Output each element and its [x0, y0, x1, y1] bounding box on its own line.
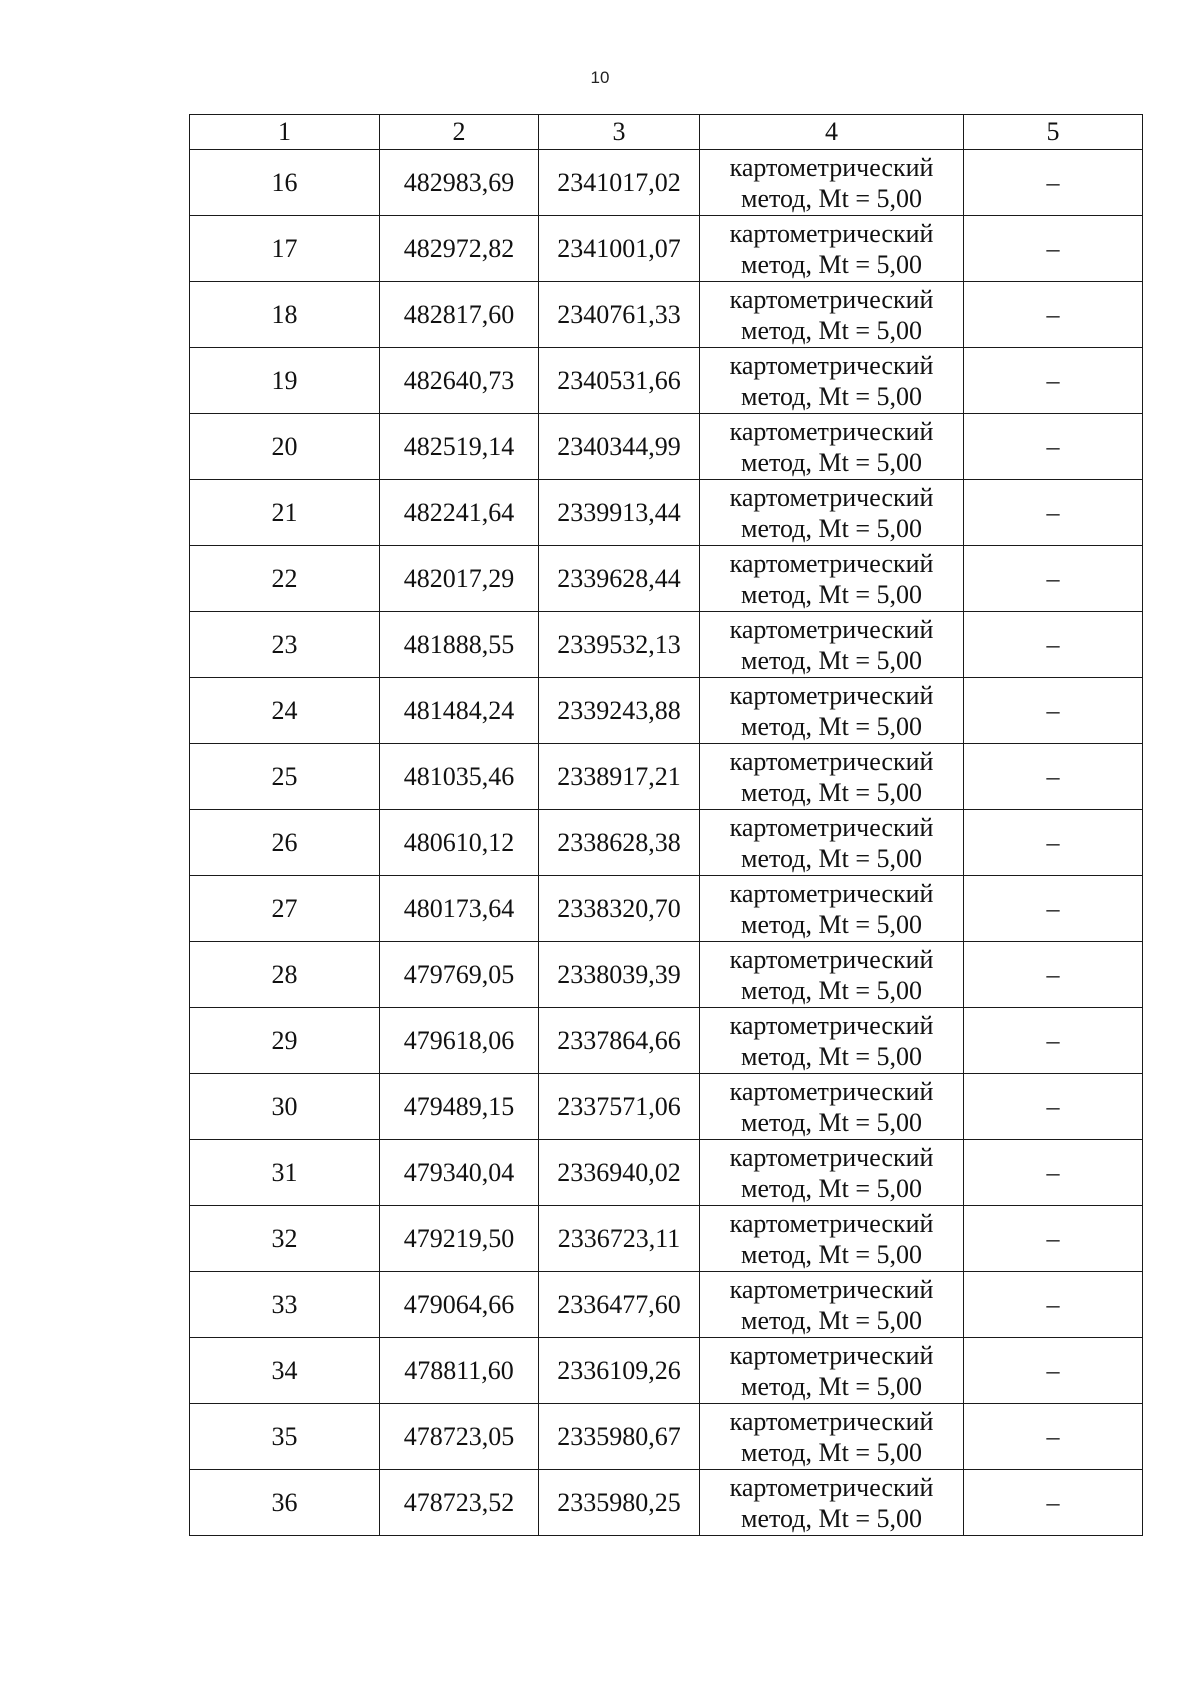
method-line-2: метод, Mt = 5,00: [741, 447, 922, 477]
method-line-2: метод, Mt = 5,00: [741, 1371, 922, 1401]
note-cell: –: [964, 744, 1143, 810]
method-line-2: метод, Mt = 5,00: [741, 711, 922, 741]
coord-x: 480173,64: [380, 876, 539, 942]
method-line-1: картометрический: [729, 152, 934, 182]
method-cell: [700, 1404, 964, 1470]
coord-y: 2335980,67: [539, 1404, 700, 1470]
table-row: [190, 414, 1143, 480]
point-number: 24: [190, 678, 380, 744]
table-row: [190, 546, 1143, 612]
method-line-1: картометрический: [729, 284, 934, 314]
point-number: 25: [190, 744, 380, 810]
coord-x: 479769,05: [380, 942, 539, 1008]
coord-x: 478723,05: [380, 1404, 539, 1470]
coord-y: 2340344,99: [539, 414, 700, 480]
point-number: 28: [190, 942, 380, 1008]
coord-x: 479340,04: [380, 1140, 539, 1206]
method-cell: [700, 546, 964, 612]
note-cell: –: [964, 678, 1143, 744]
method-line-1: картометрический: [729, 1472, 934, 1502]
coord-y: 2337571,06: [539, 1074, 700, 1140]
note-cell: –: [964, 1404, 1143, 1470]
coord-y: 2339913,44: [539, 480, 700, 546]
table-row: [190, 1338, 1143, 1404]
point-number: 17: [190, 216, 380, 282]
method-cell: [700, 678, 964, 744]
method-line-2: метод, Mt = 5,00: [741, 909, 922, 939]
method-line-1: картометрический: [729, 746, 934, 776]
point-number: 20: [190, 414, 380, 480]
coord-y: 2335980,25: [539, 1470, 700, 1536]
method-cell: [700, 810, 964, 876]
method-line-2: метод, Mt = 5,00: [741, 183, 922, 213]
point-number: 30: [190, 1074, 380, 1140]
method-line-1: картометрический: [729, 1076, 934, 1106]
coord-y: 2340531,66: [539, 348, 700, 414]
method-line-2: метод, Mt = 5,00: [741, 249, 922, 279]
coord-y: 2338628,38: [539, 810, 700, 876]
table-row: [190, 1008, 1143, 1074]
table-row: [190, 876, 1143, 942]
point-number: 19: [190, 348, 380, 414]
coord-x: 482640,73: [380, 348, 539, 414]
point-number: 27: [190, 876, 380, 942]
table-row: [190, 216, 1143, 282]
coord-x: 480610,12: [380, 810, 539, 876]
coord-x: 481035,46: [380, 744, 539, 810]
method-cell: [700, 1470, 964, 1536]
method-line-1: картометрический: [729, 1142, 934, 1172]
method-cell: [700, 1206, 964, 1272]
method-line-2: метод, Mt = 5,00: [741, 1239, 922, 1269]
method-line-2: метод, Mt = 5,00: [741, 1437, 922, 1467]
coord-x: 482519,14: [380, 414, 539, 480]
header-row: [190, 115, 1143, 150]
coord-y: 2339243,88: [539, 678, 700, 744]
header-col-5: 5: [964, 115, 1143, 150]
coord-x: 482983,69: [380, 150, 539, 216]
note-cell: –: [964, 1008, 1143, 1074]
method-cell: [700, 348, 964, 414]
method-line-2: метод, Mt = 5,00: [741, 1173, 922, 1203]
method-line-2: метод, Mt = 5,00: [741, 975, 922, 1005]
point-number: 18: [190, 282, 380, 348]
point-number: 34: [190, 1338, 380, 1404]
coord-x: 479489,15: [380, 1074, 539, 1140]
method-line-1: картометрический: [729, 1274, 934, 1304]
table-row: [190, 1206, 1143, 1272]
method-cell: [700, 216, 964, 282]
table-row: [190, 348, 1143, 414]
method-line-2: метод, Mt = 5,00: [741, 777, 922, 807]
method-cell: [700, 480, 964, 546]
method-line-2: метод, Mt = 5,00: [741, 513, 922, 543]
method-cell: [700, 876, 964, 942]
point-number: 36: [190, 1470, 380, 1536]
note-cell: –: [964, 1140, 1143, 1206]
note-cell: –: [964, 612, 1143, 678]
coord-y: 2340761,33: [539, 282, 700, 348]
table-row: [190, 1470, 1143, 1536]
method-line-2: метод, Mt = 5,00: [741, 1305, 922, 1335]
note-cell: –: [964, 942, 1143, 1008]
note-cell: –: [964, 414, 1143, 480]
method-line-1: картометрический: [729, 1010, 934, 1040]
coord-y: 2339628,44: [539, 546, 700, 612]
method-line-2: метод, Mt = 5,00: [741, 645, 922, 675]
method-cell: [700, 1140, 964, 1206]
coord-y: 2338320,70: [539, 876, 700, 942]
note-cell: –: [964, 480, 1143, 546]
header-col-3: 3: [539, 115, 700, 150]
method-cell: [700, 282, 964, 348]
method-line-2: метод, Mt = 5,00: [741, 843, 922, 873]
method-line-2: метод, Mt = 5,00: [741, 1503, 922, 1533]
note-cell: –: [964, 1272, 1143, 1338]
method-line-1: картометрический: [729, 482, 934, 512]
table-row: [190, 942, 1143, 1008]
coord-y: 2336723,11: [539, 1206, 700, 1272]
coord-y: 2341001,07: [539, 216, 700, 282]
method-cell: [700, 414, 964, 480]
table-row: [190, 810, 1143, 876]
method-cell: [700, 612, 964, 678]
table-row: [190, 678, 1143, 744]
table-row: [190, 744, 1143, 810]
method-cell: [700, 942, 964, 1008]
note-cell: –: [964, 150, 1143, 216]
point-number: 23: [190, 612, 380, 678]
method-cell: [700, 1074, 964, 1140]
method-line-1: картометрический: [729, 416, 934, 446]
table-row: [190, 150, 1143, 216]
coord-x: 478723,52: [380, 1470, 539, 1536]
point-number: 35: [190, 1404, 380, 1470]
coord-y: 2338917,21: [539, 744, 700, 810]
coordinates-table: [189, 114, 1143, 1536]
note-cell: –: [964, 1206, 1143, 1272]
point-number: 16: [190, 150, 380, 216]
coord-y: 2336940,02: [539, 1140, 700, 1206]
note-cell: –: [964, 876, 1143, 942]
coord-x: 481484,24: [380, 678, 539, 744]
point-number: 22: [190, 546, 380, 612]
table-row: [190, 480, 1143, 546]
note-cell: –: [964, 348, 1143, 414]
table-header: [190, 115, 1143, 150]
page-number: 10: [590, 68, 610, 87]
method-line-1: картометрический: [729, 218, 934, 248]
header-col-2: 2: [380, 115, 539, 150]
coord-y: 2337864,66: [539, 1008, 700, 1074]
coord-x: 482241,64: [380, 480, 539, 546]
header-col-1: 1: [190, 115, 380, 150]
note-cell: –: [964, 546, 1143, 612]
note-cell: –: [964, 1470, 1143, 1536]
point-number: 26: [190, 810, 380, 876]
method-cell: [700, 1272, 964, 1338]
note-cell: –: [964, 1074, 1143, 1140]
point-number: 21: [190, 480, 380, 546]
coord-y: 2336477,60: [539, 1272, 700, 1338]
coord-y: 2339532,13: [539, 612, 700, 678]
coord-x: 482017,29: [380, 546, 539, 612]
method-line-1: картометрический: [729, 1208, 934, 1238]
header-col-4: 4: [700, 115, 964, 150]
table-row: [190, 612, 1143, 678]
method-line-1: картометрический: [729, 680, 934, 710]
note-cell: –: [964, 1338, 1143, 1404]
table-body: [190, 150, 1143, 1536]
method-line-2: метод, Mt = 5,00: [741, 579, 922, 609]
point-number: 32: [190, 1206, 380, 1272]
method-line-1: картометрический: [729, 878, 934, 908]
method-line-2: метод, Mt = 5,00: [741, 381, 922, 411]
method-line-2: метод, Mt = 5,00: [741, 315, 922, 345]
method-line-1: картометрический: [729, 944, 934, 974]
point-number: 31: [190, 1140, 380, 1206]
coord-x: 482972,82: [380, 216, 539, 282]
method-cell: [700, 744, 964, 810]
method-line-2: метод, Mt = 5,00: [741, 1041, 922, 1071]
table-row: [190, 1074, 1143, 1140]
method-cell: [700, 150, 964, 216]
note-cell: –: [964, 810, 1143, 876]
coord-x: 479618,06: [380, 1008, 539, 1074]
note-cell: –: [964, 282, 1143, 348]
coord-y: 2338039,39: [539, 942, 700, 1008]
coord-x: 479219,50: [380, 1206, 539, 1272]
coord-x: 478811,60: [380, 1338, 539, 1404]
point-number: 29: [190, 1008, 380, 1074]
point-number: 33: [190, 1272, 380, 1338]
coord-x: 482817,60: [380, 282, 539, 348]
method-cell: [700, 1008, 964, 1074]
note-cell: –: [964, 216, 1143, 282]
coord-y: 2336109,26: [539, 1338, 700, 1404]
method-line-1: картометрический: [729, 350, 934, 380]
method-line-1: картометрический: [729, 1340, 934, 1370]
coord-x: 481888,55: [380, 612, 539, 678]
table-row: [190, 1404, 1143, 1470]
method-line-1: картометрический: [729, 1406, 934, 1436]
method-line-1: картометрический: [729, 548, 934, 578]
table-row: [190, 1272, 1143, 1338]
method-cell: [700, 1338, 964, 1404]
coord-x: 479064,66: [380, 1272, 539, 1338]
table-row: [190, 282, 1143, 348]
coord-y: 2341017,02: [539, 150, 700, 216]
table-row: [190, 1140, 1143, 1206]
method-line-1: картометрический: [729, 812, 934, 842]
method-line-1: картометрический: [729, 614, 934, 644]
method-line-2: метод, Mt = 5,00: [741, 1107, 922, 1137]
